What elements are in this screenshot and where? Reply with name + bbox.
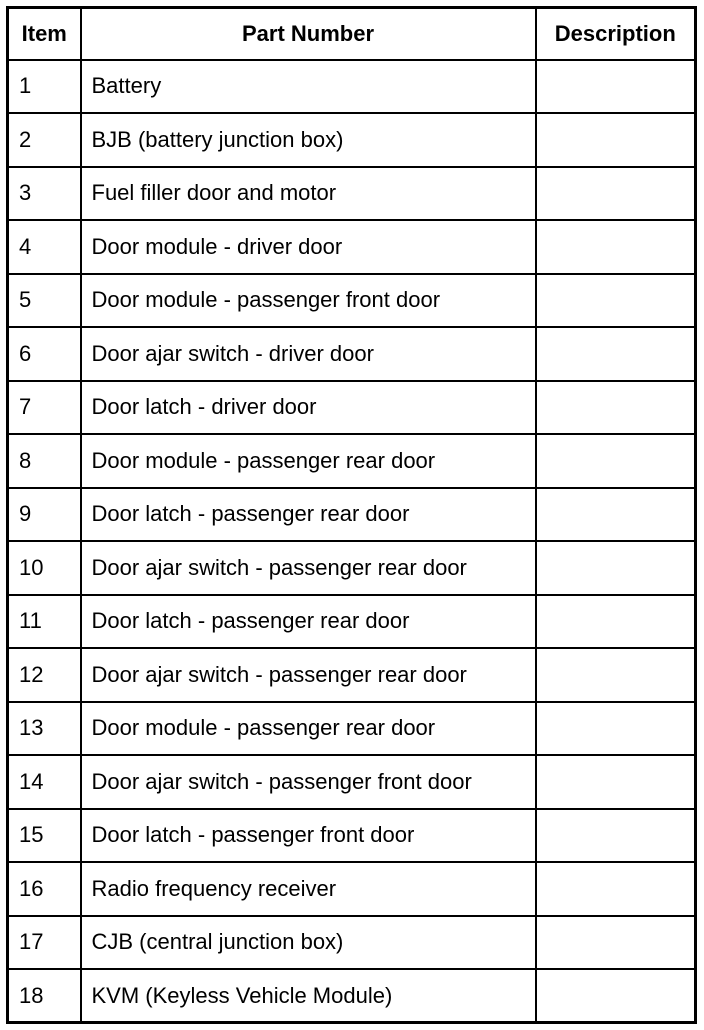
table-row xyxy=(8,488,696,542)
cell-description xyxy=(536,167,696,221)
cell-item: 3 xyxy=(8,167,81,221)
cell-item: 17 xyxy=(8,916,81,970)
cell-description xyxy=(536,220,696,274)
table-row xyxy=(8,381,696,435)
table-row xyxy=(8,434,696,488)
cell-item: 13 xyxy=(8,702,81,756)
cell-part-number: Door module - passenger front door xyxy=(81,274,536,328)
cell-part-number: KVM (Keyless Vehicle Module) xyxy=(81,969,536,1023)
cell-description xyxy=(536,488,696,542)
cell-part-number: Door ajar switch - passenger rear door xyxy=(81,541,536,595)
table-row xyxy=(8,595,696,649)
cell-description xyxy=(536,755,696,809)
cell-part-number: Door latch - driver door xyxy=(81,381,536,435)
table-row xyxy=(8,916,696,970)
cell-item: 15 xyxy=(8,809,81,863)
header-description: Description xyxy=(536,8,696,60)
cell-part-number: BJB (battery junction box) xyxy=(81,113,536,167)
table-row xyxy=(8,702,696,756)
cell-item: 6 xyxy=(8,327,81,381)
table-header xyxy=(8,8,696,60)
header-item: Item xyxy=(8,8,81,60)
table-row xyxy=(8,809,696,863)
cell-item: 1 xyxy=(8,60,81,114)
cell-part-number: CJB (central junction box) xyxy=(81,916,536,970)
cell-description xyxy=(536,702,696,756)
cell-description xyxy=(536,595,696,649)
cell-item: 12 xyxy=(8,648,81,702)
cell-item: 9 xyxy=(8,488,81,542)
header-row xyxy=(8,8,696,60)
cell-item: 5 xyxy=(8,274,81,328)
cell-description xyxy=(536,60,696,114)
parts-table xyxy=(6,6,697,1024)
cell-part-number: Door latch - passenger rear door xyxy=(81,595,536,649)
cell-part-number: Door ajar switch - passenger rear door xyxy=(81,648,536,702)
table-row xyxy=(8,167,696,221)
cell-part-number: Radio frequency receiver xyxy=(81,862,536,916)
cell-item: 18 xyxy=(8,969,81,1023)
cell-part-number: Door module - passenger rear door xyxy=(81,434,536,488)
table-row xyxy=(8,648,696,702)
table-body xyxy=(8,60,696,1023)
cell-description xyxy=(536,381,696,435)
cell-item: 4 xyxy=(8,220,81,274)
cell-description xyxy=(536,648,696,702)
table-row xyxy=(8,274,696,328)
cell-description xyxy=(536,434,696,488)
cell-item: 10 xyxy=(8,541,81,595)
cell-description xyxy=(536,916,696,970)
cell-item: 11 xyxy=(8,595,81,649)
cell-description xyxy=(536,327,696,381)
table-row xyxy=(8,327,696,381)
table-row xyxy=(8,862,696,916)
cell-description xyxy=(536,862,696,916)
cell-part-number: Fuel filler door and motor xyxy=(81,167,536,221)
cell-description xyxy=(536,969,696,1023)
cell-item: 14 xyxy=(8,755,81,809)
cell-part-number: Door ajar switch - driver door xyxy=(81,327,536,381)
cell-item: 8 xyxy=(8,434,81,488)
table-row xyxy=(8,60,696,114)
cell-part-number: Door module - driver door xyxy=(81,220,536,274)
header-part-number: Part Number xyxy=(81,8,536,60)
table-row xyxy=(8,220,696,274)
cell-description xyxy=(536,541,696,595)
cell-description xyxy=(536,113,696,167)
table-row xyxy=(8,113,696,167)
cell-part-number: Door latch - passenger rear door xyxy=(81,488,536,542)
cell-description xyxy=(536,274,696,328)
cell-part-number: Battery xyxy=(81,60,536,114)
cell-part-number: Door ajar switch - passenger front door xyxy=(81,755,536,809)
table-row xyxy=(8,755,696,809)
table-row xyxy=(8,541,696,595)
cell-item: 7 xyxy=(8,381,81,435)
cell-item: 2 xyxy=(8,113,81,167)
cell-part-number: Door module - passenger rear door xyxy=(81,702,536,756)
cell-item: 16 xyxy=(8,862,81,916)
cell-description xyxy=(536,809,696,863)
table-row xyxy=(8,969,696,1023)
cell-part-number: Door latch - passenger front door xyxy=(81,809,536,863)
